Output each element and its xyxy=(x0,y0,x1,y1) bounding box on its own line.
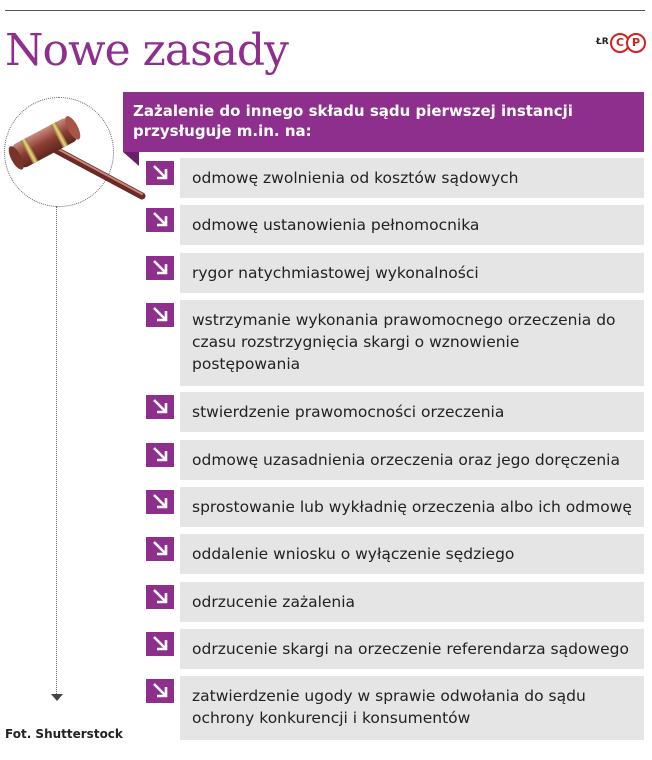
list-item: stwierdzenie prawomocności orzeczenia xyxy=(180,392,644,432)
arrow-icon xyxy=(146,537,174,561)
list-item: odmowę uzasadnienia orzeczenia oraz jego doręczenia xyxy=(180,440,644,480)
photo-credit: Fot. Shutterstock xyxy=(5,727,123,741)
page-title: Nowe zasady xyxy=(5,25,288,76)
list-item: odrzucenie skargi na orzeczenie referendarza sądowego xyxy=(180,629,644,669)
arrow-icon xyxy=(146,303,174,327)
arrow-icon xyxy=(146,395,174,419)
logo-letter-c: C xyxy=(610,33,630,53)
list-item: zatwierdzenie ugody w sprawie odwołania do sądu ochrony konkurencji i konsumentów xyxy=(180,676,644,740)
list-item: oddalenie wniosku o wyłączenie sędziego xyxy=(180,534,644,574)
list-item: wstrzymanie wykonania prawomocnego orzeczenia do czasu rozstrzygnięcia skargi o wznowienie postępowania xyxy=(180,300,644,386)
timeline-arrow xyxy=(51,694,63,701)
logo-letter-p: P xyxy=(626,33,646,53)
arrow-icon xyxy=(146,161,174,185)
list-item: odrzucenie zażalenia xyxy=(180,582,644,622)
arrow-icon xyxy=(146,585,174,609)
timeline-line xyxy=(56,206,57,696)
arrow-icon xyxy=(146,679,174,703)
top-rule xyxy=(5,10,645,11)
arrow-icon xyxy=(146,443,174,467)
list-item: odmowę ustanowienia pełnomocnika xyxy=(180,205,644,245)
list-header-fold xyxy=(123,152,139,166)
source-mark: ŁR xyxy=(596,37,609,47)
publisher-logo xyxy=(610,31,646,49)
list-item: rygor natychmiastowej wykonalności xyxy=(180,253,644,293)
arrow-icon xyxy=(146,256,174,280)
list-item: odmowę zwolnienia od kosztów sądowych xyxy=(180,158,644,198)
list-heading: Zażalenie do innego składu sądu pierwszej instancji przysługuje m.in. na: xyxy=(133,102,573,140)
arrow-icon xyxy=(146,632,174,656)
arrow-icon xyxy=(146,208,174,232)
arrow-icon xyxy=(146,490,174,514)
list-item: sprostowanie lub wykładnię orzeczenia albo ich odmowę xyxy=(180,487,644,527)
